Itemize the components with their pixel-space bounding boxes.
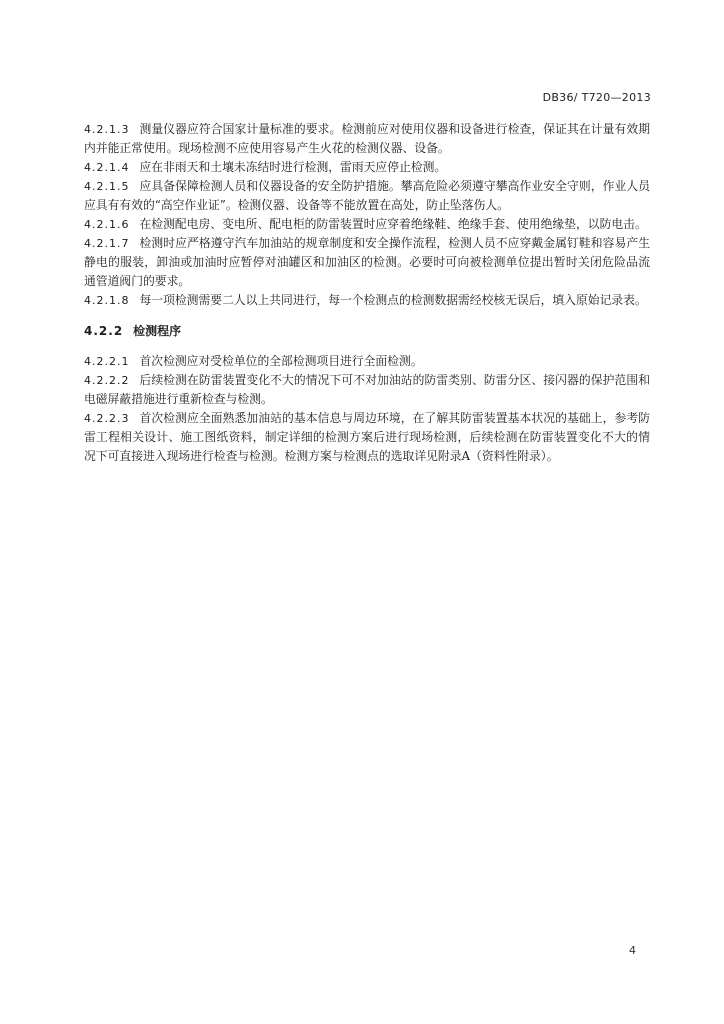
clause-text: 在检测配电房、变电所、配电柜的防雷装置时应穿着绝缘鞋、绝缘手套、使用绝缘垫，以防电击。 xyxy=(139,217,647,231)
clause-4-2-2-1 xyxy=(84,352,650,371)
clause-text: 测量仪器应符合国家计量标准的要求。检测前应对使用仪器和设备进行检查，保证其在计量有效期内并能正常使用。现场检测不应使用容易产生火花的检测仪器、设备。 xyxy=(84,122,650,155)
clause-4-2-1-4 xyxy=(84,158,650,177)
standard-code-header: DB36/ T720—2013 xyxy=(542,91,651,104)
section-title: 检测程序 xyxy=(133,324,182,338)
clause-text: 首次检测应全面熟悉加油站的基本信息与周边环境，在了解其防雷装置基本状况的基础上，参考防雷工程相关设计、施工图纸资料，制定详细的检测方案后进行现场检测，后续检测在防雷装置变化不大的情况下可直接进入现场进行检查与检测。检测方案与检测点的选取详见附录A（资料性附录）。 xyxy=(84,411,650,463)
clause-text: 后续检测在防雷装置变化不大的情况下可不对加油站的防雷类别、防雷分区、接闪器的保护范围和电磁屏蔽措施进行重新检查与检测。 xyxy=(84,373,650,406)
clause-4-2-1-6 xyxy=(84,215,650,234)
clause-number: 4.2.1.3 xyxy=(84,123,130,136)
clause-text: 首次检测应对受检单位的全部检测项目进行全面检测。 xyxy=(139,354,423,368)
clause-text: 应在非雨天和土壤未冻结时进行检测，雷雨天应停止检测。 xyxy=(139,160,447,174)
page-content xyxy=(84,120,650,466)
page-number: 4 xyxy=(629,944,636,957)
section-heading-4-2-2 xyxy=(84,322,650,341)
clause-number: 4.2.2.1 xyxy=(84,355,130,368)
clause-number: 4.2.1.8 xyxy=(84,294,130,307)
section-number: 4.2.2 xyxy=(84,324,124,338)
clause-text: 应具备保障检测人员和仪器设备的安全防护措施。攀高危险必须遵守攀高作业安全守则，作业人员应具有有效的“高空作业证”。检测仪器、设备等不能放置在高处，防止坠落伤人。 xyxy=(84,179,650,212)
clause-number: 4.2.1.7 xyxy=(84,237,130,250)
clause-4-2-1-8 xyxy=(84,291,650,310)
clause-number: 4.2.1.4 xyxy=(84,161,130,174)
clause-text: 每一项检测需要二人以上共同进行，每一个检测点的检测数据需经校核无误后，填入原始记录表。 xyxy=(139,293,647,307)
clause-number: 4.2.1.6 xyxy=(84,218,130,231)
clause-number: 4.2.1.5 xyxy=(84,180,130,193)
clause-text: 检测时应严格遵守汽车加油站的规章制度和安全操作流程，检测人员不应穿戴金属钉鞋和容易产生静电的服装，卸油或加油时应暂停对油罐区和加油区的检测。必要时可向被检测单位提出暂时关闭危险品流通管道阀门的要求。 xyxy=(84,236,650,288)
clause-4-2-2-3 xyxy=(84,409,650,466)
clause-4-2-1-3 xyxy=(84,120,650,158)
clause-4-2-2-2 xyxy=(84,371,650,409)
clause-4-2-1-5 xyxy=(84,177,650,215)
clause-number: 4.2.2.3 xyxy=(84,412,130,425)
clause-4-2-1-7 xyxy=(84,234,650,291)
clause-number: 4.2.2.2 xyxy=(84,374,130,387)
